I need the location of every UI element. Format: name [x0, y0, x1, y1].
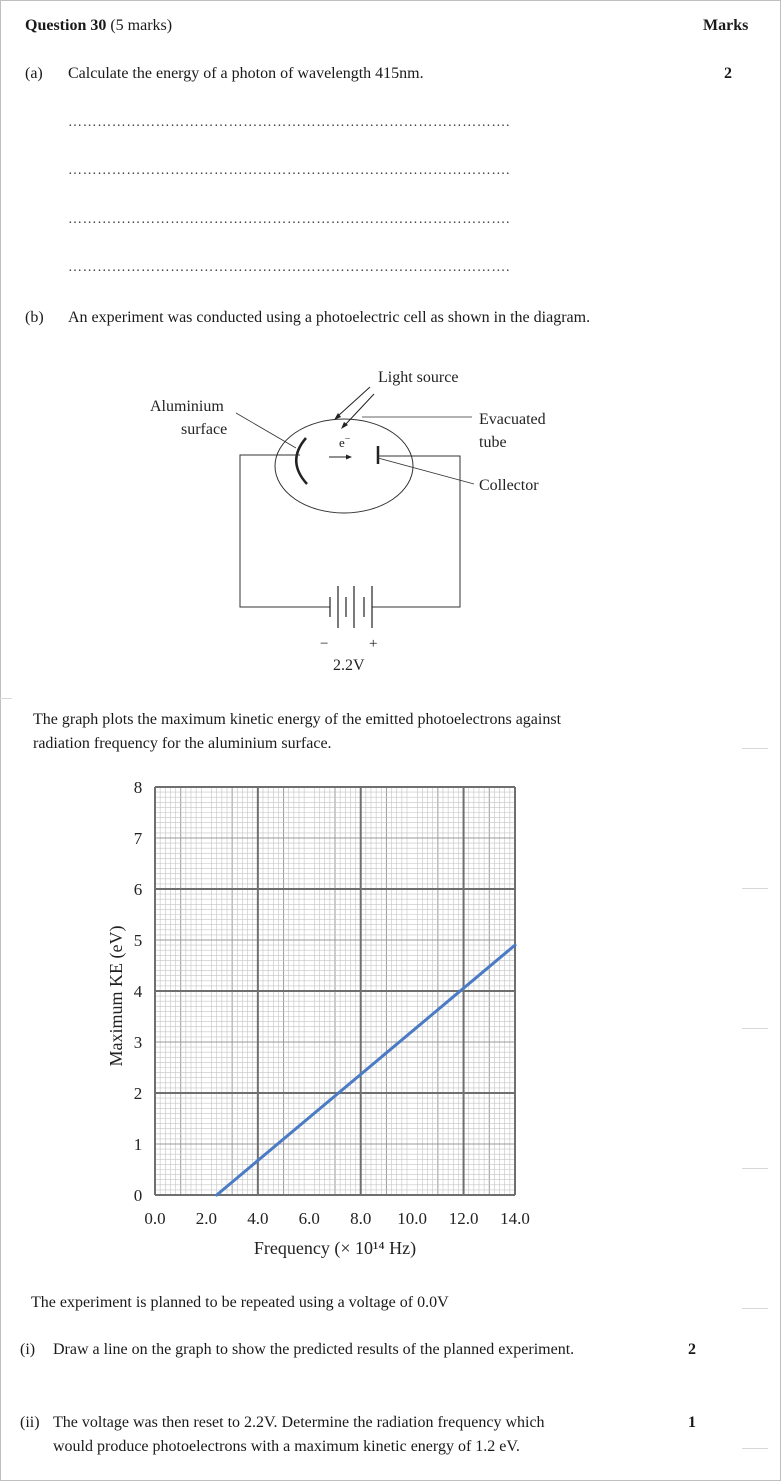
y-tick-label: 6 [133, 880, 143, 899]
x-axis-title: Frequency (× 10¹⁴ Hz) [253, 1238, 417, 1258]
y-tick-label: 8 [133, 778, 143, 797]
answer-line[interactable]: ………………………………………………………………………………. [68, 163, 511, 178]
followup-text: The experiment is planned to be repeated using a voltage of 0.0V [31, 1294, 449, 1311]
part-a-text: Calculate the energy of a photon of wavelength 415nm. [68, 65, 424, 82]
sub-question-i-marks: 2 [688, 1341, 696, 1358]
aluminium-leader [236, 413, 296, 448]
battery-minus-label: − [320, 636, 329, 652]
y-tick-label: 7 [133, 829, 143, 848]
answer-line[interactable]: ………………………………………………………………………………. [68, 212, 511, 227]
question-label: Question 30 [25, 17, 107, 34]
x-tick-label: 0.0 [144, 1209, 166, 1228]
x-tick-label: 4.0 [247, 1209, 269, 1228]
sub-question-ii-text-line-2: would produce photoelectrons with a maximum kinetic energy of 1.2 eV. [53, 1438, 520, 1455]
sub-question-ii-marks: 1 [688, 1414, 696, 1431]
electron-label: e− [339, 434, 351, 450]
x-tick-label: 14.0 [500, 1209, 530, 1228]
marks-heading: Marks [703, 17, 749, 34]
electron-arrow-head [346, 455, 352, 460]
tube-label: tube [479, 434, 507, 451]
part-a-label: (a) [25, 65, 43, 82]
sub-question-i-text: Draw a line on the graph to show the predicted results of the planned experiment. [53, 1341, 575, 1358]
question-title [25, 17, 172, 35]
collector-label: Collector [479, 477, 539, 494]
ke-frequency-chart [0, 770, 781, 1270]
photoelectric-circuit-diagram [0, 350, 781, 690]
aluminium-label: Aluminium [150, 398, 224, 415]
light-source-label: Light source [378, 369, 459, 386]
x-tick-label: 2.0 [195, 1209, 218, 1228]
evacuated-label: Evacuated [479, 411, 546, 428]
sub-question-ii-text-line-1: The voltage was then reset to 2.2V. Determine the radiation frequency which [53, 1414, 545, 1431]
y-tick-label: 4 [133, 982, 143, 1001]
battery-voltage-label: 2.2V [333, 657, 365, 674]
answer-line[interactable]: ………………………………………………………………………………. [68, 115, 511, 130]
sub-question-ii-label: (ii) [20, 1414, 40, 1431]
question-marks: (5 marks) [110, 17, 173, 34]
y-tick-label: 0 [133, 1186, 143, 1205]
x-tick-label: 6.0 [298, 1209, 320, 1228]
circuit-wire-right [372, 456, 460, 607]
aluminium-surface-cathode [296, 438, 307, 484]
x-tick-label: 10.0 [397, 1209, 428, 1228]
graph-intro-line-2: radiation frequency for the aluminium surface. [33, 735, 332, 752]
part-a-marks: 2 [724, 65, 732, 82]
y-tick-label: 3 [133, 1033, 143, 1052]
y-tick-label: 1 [133, 1135, 143, 1154]
light-ray-1 [338, 387, 370, 416]
battery-plus-label: + [369, 636, 378, 652]
part-b-label: (b) [25, 309, 44, 326]
sub-question-i-label: (i) [20, 1341, 36, 1358]
surface-label: surface [181, 421, 228, 438]
part-b-text: An experiment was conducted using a photoelectric cell as shown in the diagram. [68, 309, 591, 326]
y-axis-title: Maximum KE (eV) [106, 925, 126, 1067]
y-tick-label: 5 [133, 931, 143, 950]
circuit-wire-left [240, 455, 330, 607]
x-tick-label: 8.0 [350, 1209, 372, 1228]
y-tick-label: 2 [133, 1084, 143, 1103]
answer-line[interactable]: ………………………………………………………………………………. [68, 260, 511, 275]
x-tick-label: 12.0 [448, 1209, 479, 1228]
graph-intro-line-1: The graph plots the maximum kinetic energy of the emitted photoelectrons against [33, 711, 562, 728]
